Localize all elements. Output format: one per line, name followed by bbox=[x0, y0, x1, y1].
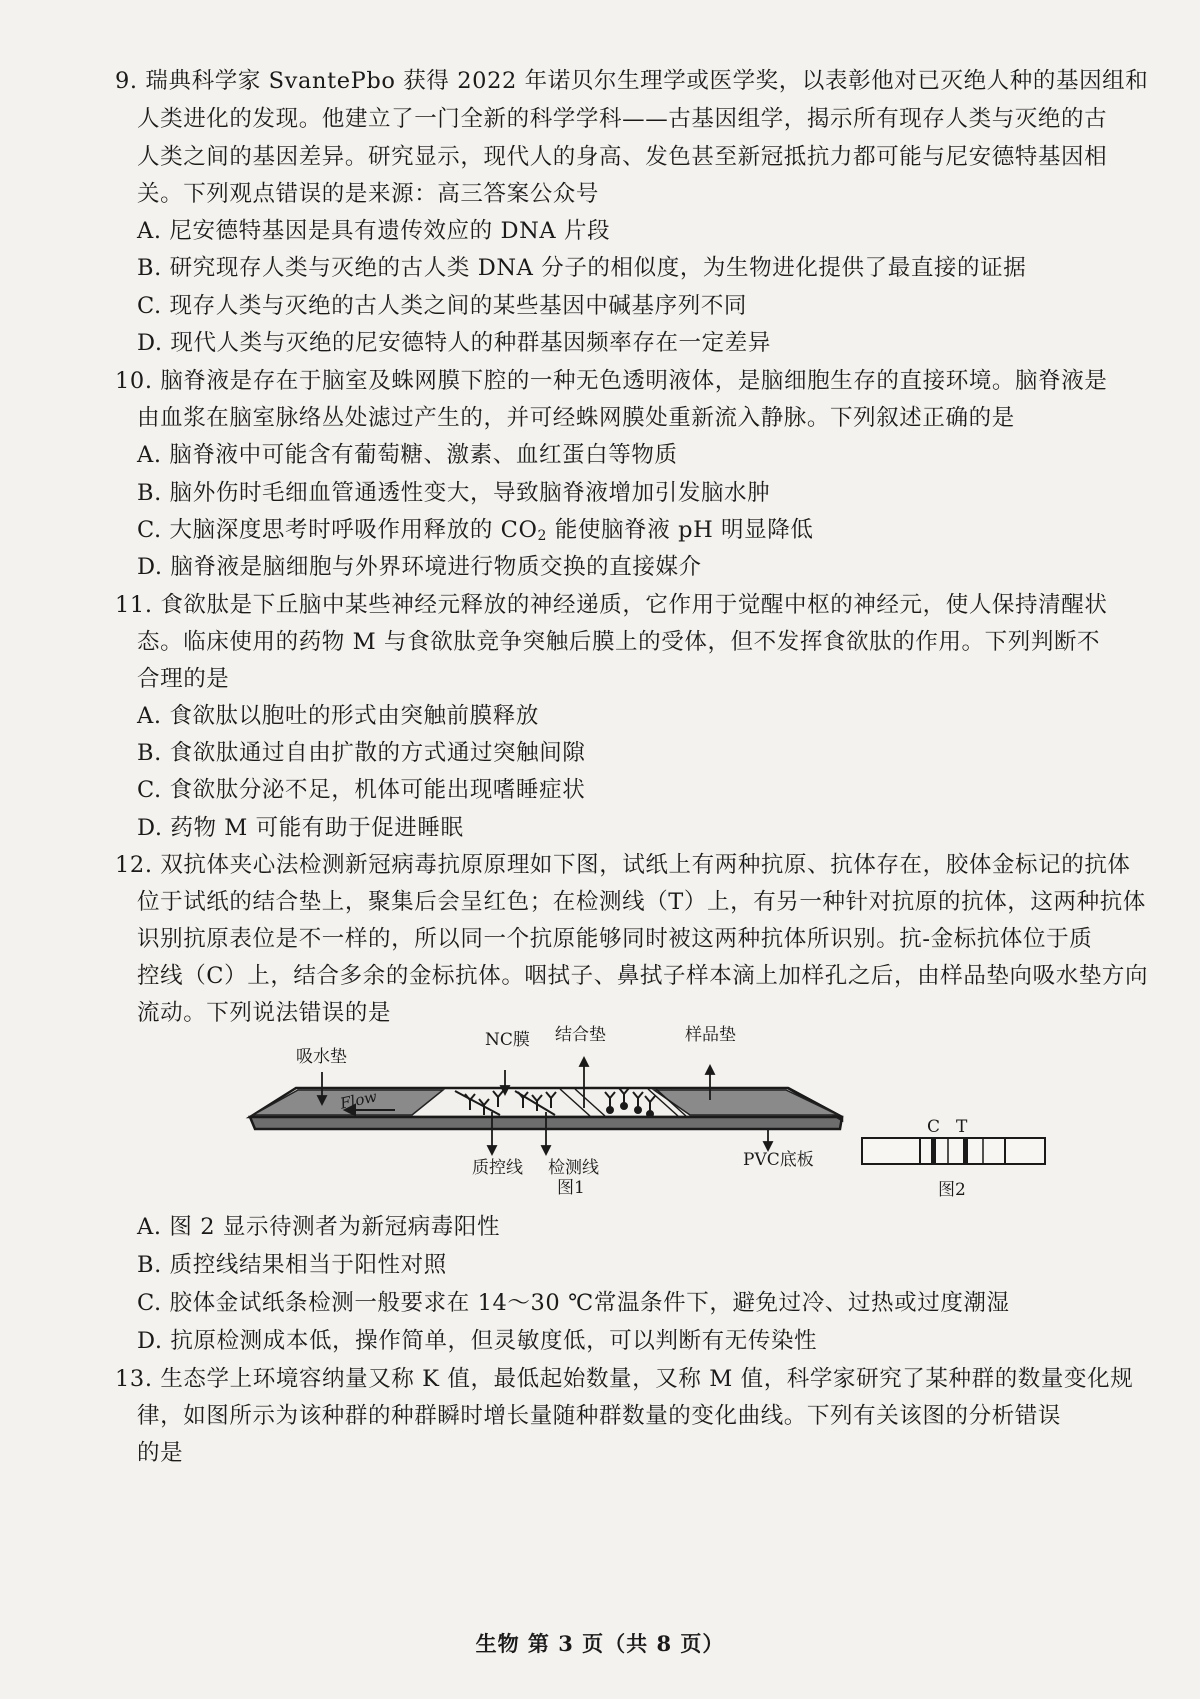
q11-stem-line-2: 态。临床使用的药物 M 与食欲肽竞争突触后膜上的受体，但不发挥食欲肽的作用。下列判断不 bbox=[137, 629, 1101, 655]
label-flow: Flow bbox=[338, 1087, 379, 1113]
label-absorbent-pad: 吸水垫 bbox=[296, 1047, 347, 1067]
q11-option-b: B. 食欲肽通过自由扩散的方式通过突触间隙 bbox=[137, 740, 586, 766]
label-control-line: 质控线 bbox=[472, 1158, 523, 1178]
q11-option-c: C. 食欲肽分泌不足，机体可能出现嗜睡症状 bbox=[137, 777, 586, 803]
q10-option-c-text: C. 大脑深度思考时呼吸作用释放的 CO bbox=[137, 517, 538, 543]
q9-option-a: A. 尼安德特基因是具有遗传效应的 DNA 片段 bbox=[137, 218, 611, 244]
result-t-band bbox=[963, 1139, 968, 1163]
label-t: T bbox=[956, 1117, 968, 1137]
q12-option-c: C. 胶体金试纸条检测一般要求在 14～30 ℃常温条件下，避免过冷、过热或过度潮湿 bbox=[137, 1290, 1010, 1316]
label-sample-pad: 样品垫 bbox=[685, 1025, 736, 1045]
label-pvc-base: PVC底板 bbox=[743, 1150, 814, 1170]
q10-option-c-rest: 能使脑脊液 pH 明显降低 bbox=[547, 517, 814, 543]
q9-stem-line-3: 人类之间的基因差异。研究显示，现代人的身高、发色甚至新冠抵抗力都可能与尼安德特基因相 bbox=[137, 144, 1108, 170]
q13-stem-line-2: 律，如图所示为该种群的种群瞬时增长量随种群数量的变化曲线。下列有关该图的分析错误 bbox=[137, 1403, 1062, 1429]
label-nc-membrane: NC膜 bbox=[485, 1030, 530, 1050]
q9-option-b: B. 研究现存人类与灭绝的古人类 DNA 分子的相似度，为生物进化提供了最直接的证据 bbox=[137, 255, 1027, 281]
q10-option-c-subscript: 2 bbox=[537, 528, 548, 544]
q10-option-d: D. 脑脊液是脑细胞与外界环境进行物质交换的直接媒介 bbox=[137, 554, 702, 580]
q12-stem-line-4: 控线（C）上，结合多余的金标抗体。咽拭子、鼻拭子样本滴上加样孔之后，由样品垫向吸水垫方向 bbox=[137, 963, 1149, 989]
q9-option-c: C. 现存人类与灭绝的古人类之间的某些基因中碱基序列不同 bbox=[137, 293, 748, 319]
label-conjugate-pad: 结合垫 bbox=[555, 1025, 606, 1045]
figure-1-caption: 图1 bbox=[557, 1178, 585, 1198]
q12-option-d: D. 抗原检测成本低，操作简单，但灵敏度低，可以判断有无传染性 bbox=[137, 1328, 818, 1354]
q9-stem-line-2: 人类进化的发现。他建立了一门全新的科学学科——古基因组学，揭示所有现存人类与灭绝的古 bbox=[137, 106, 1108, 132]
label-c: C bbox=[927, 1117, 941, 1137]
q9-stem-line-1: 9. 瑞典科学家 SvantePbo 获得 2022 年诺贝尔生理学或医学奖，以表彰他对已灭绝人种的基因组和 bbox=[115, 68, 1149, 94]
q12-stem-line-1: 12. 双抗体夹心法检测新冠病毒抗原原理如下图，试纸上有两种抗原、抗体存在，胶体金标记的抗体 bbox=[115, 852, 1131, 878]
q10-stem-line-1: 10. 脑脊液是存在于脑室及蛛网膜下腔的一种无色透明液体，是脑细胞生存的直接环境。脑脊液是 bbox=[115, 368, 1108, 394]
q12-stem-line-3: 识别抗原表位是不一样的，所以同一个抗原能够同时被这两种抗体所识别。抗-金标抗体位于质 bbox=[137, 926, 1093, 952]
q13-stem-line-3: 的是 bbox=[137, 1440, 184, 1466]
result-c-band bbox=[931, 1139, 936, 1163]
q12-stem-line-5: 流动。下列说法错误的是 bbox=[137, 1000, 392, 1026]
q9-stem-line-4: 关。下列观点错误的是来源：高三答案公众号 bbox=[137, 181, 600, 207]
label-test-line: 检测线 bbox=[548, 1158, 599, 1178]
q13-stem-line-1: 13. 生态学上环境容纳量又称 K 值，最低起始数量，又称 M 值，科学家研究了某种群的数量变化规 bbox=[115, 1366, 1134, 1392]
q11-stem-line-3: 合理的是 bbox=[137, 666, 230, 692]
q10-option-b: B. 脑外伤时毛细血管通透性变大，导致脑脊液增加引发脑水肿 bbox=[137, 480, 771, 506]
q9-option-d: D. 现代人类与灭绝的尼安德特人的种群基因频率存在一定差异 bbox=[137, 330, 771, 356]
q12-option-b: B. 质控线结果相当于阳性对照 bbox=[137, 1252, 447, 1278]
q11-stem-line-1: 11. 食欲肽是下丘脑中某些神经元释放的神经递质，它作用于觉醒中枢的神经元，使人保持清醒状 bbox=[115, 592, 1108, 618]
q11-option-d: D. 药物 M 可能有助于促进睡眠 bbox=[137, 815, 464, 841]
figure-2-caption: 图2 bbox=[938, 1180, 966, 1200]
result-window bbox=[862, 1138, 1045, 1164]
q12-option-a: A. 图 2 显示待测者为新冠病毒阳性 bbox=[137, 1214, 501, 1240]
page-footer: 生物 第 3 页（共 8 页） bbox=[475, 1631, 725, 1656]
q12-stem-line-2: 位于试纸的结合垫上，聚集后会呈红色；在检测线（T）上，有另一种针对抗原的抗体，这两种抗体 bbox=[137, 889, 1146, 915]
q10-option-a: A. 脑脊液中可能含有葡萄糖、激素、血红蛋白等物质 bbox=[137, 442, 678, 468]
q10-stem-line-2: 由血浆在脑室脉络丛处滤过产生的，并可经蛛网膜处重新流入静脉。下列叙述正确的是 bbox=[137, 405, 1015, 431]
q11-option-a: A. 食欲肽以胞吐的形式由突触前膜释放 bbox=[137, 703, 539, 729]
